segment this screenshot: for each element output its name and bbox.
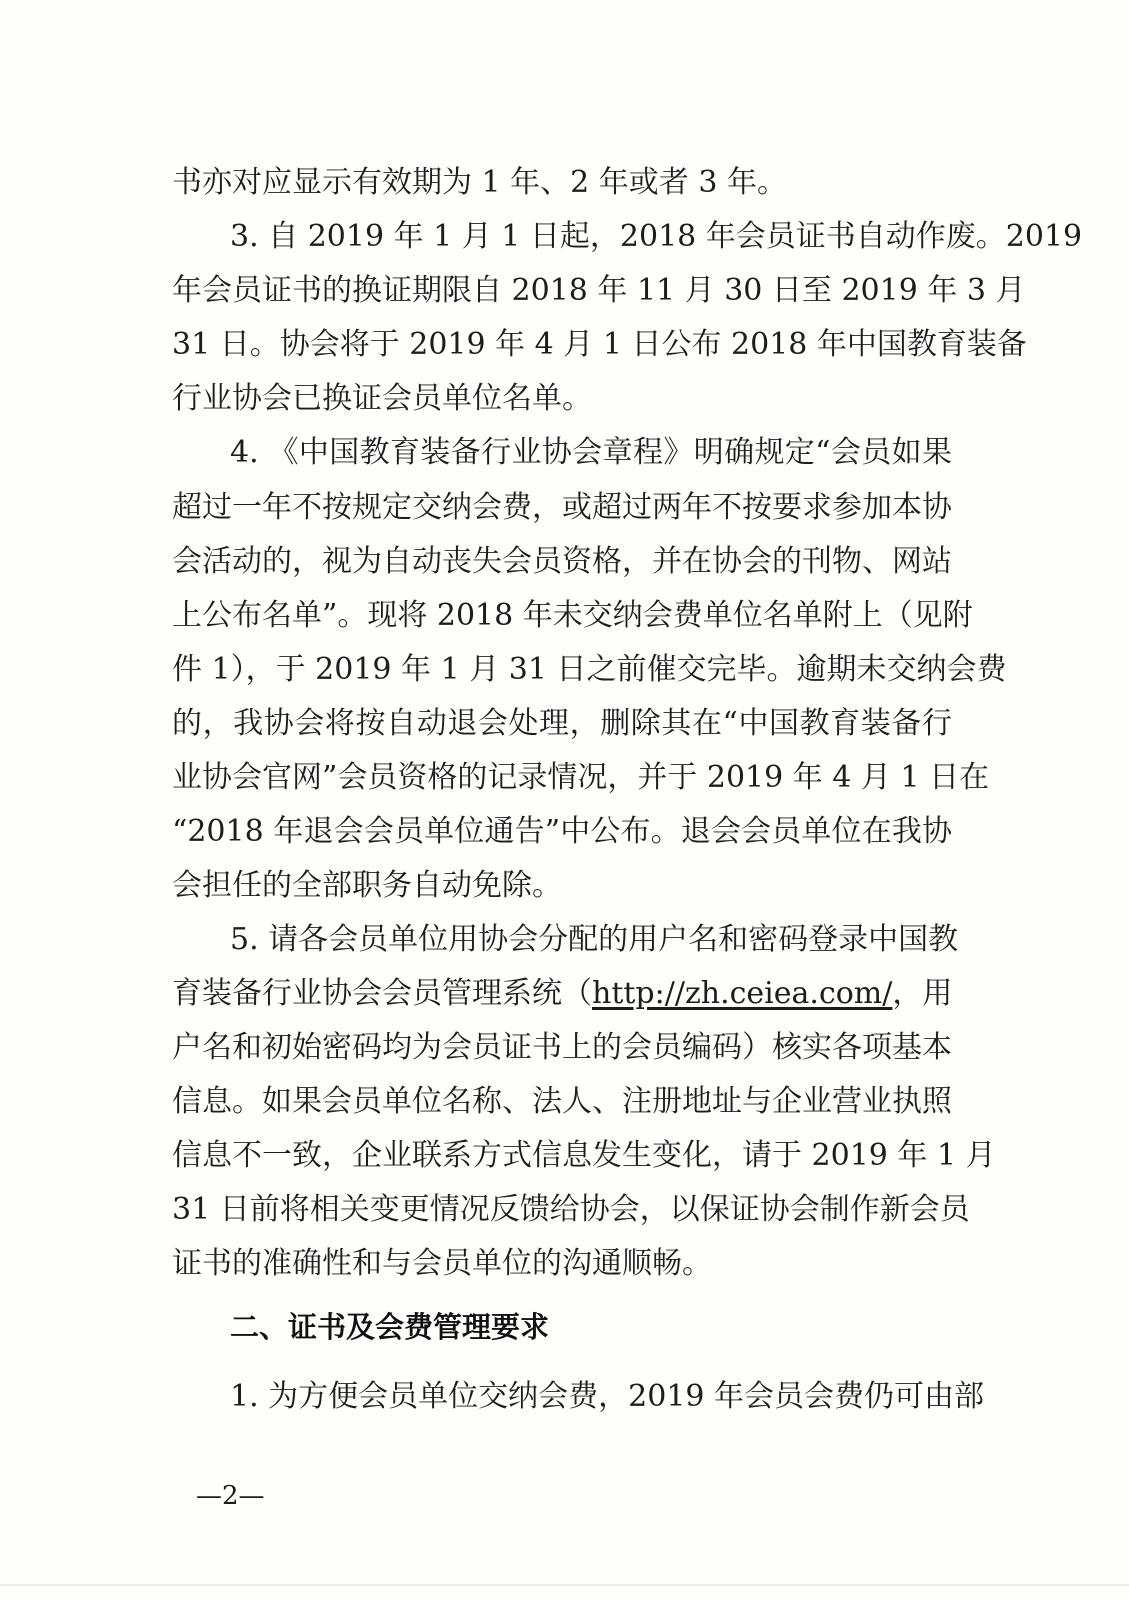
text-line: 年会员证书的换证期限自 2018 年 11 月 30 日至 2019 年 3 月 [172,273,1026,308]
text-line: 书亦对应显示有效期为 1 年、2 年或者 3 年。 [172,165,787,200]
text-line: 5. 请各会员单位用协会分配的用户名和密码登录中国教 [230,922,959,957]
text-line: 上公布名单”。现将 2018 年未交纳会费单位名单附上（见附 [172,598,973,633]
text-line: 户名和初始密码均为会员证书上的会员编码）核实各项基本 [172,1030,952,1065]
text-line: 31 日前将相关变更情况反馈给协会，以保证协会制作新会员 [172,1192,970,1227]
page-number: —2— [196,1481,265,1511]
text-line: 31 日。协会将于 2019 年 4 月 1 日公布 2018 年中国教育装备 [172,327,1027,362]
text-line: 会活动的，视为自动丧失会员资格，并在协会的刊物、网站 [172,544,952,579]
text-line: 3. 自 2019 年 1 月 1 日起，2018 年会员证书自动作废。2019 [230,219,1083,254]
text-fragment: 育装备行业协会会员管理系统（ [172,976,592,1011]
text-line: 业协会官网”会员资格的记录情况，并于 2019 年 4 月 1 日在 [172,760,990,795]
text-line: 的，我协会将按自动退会处理，删除其在“中国教育装备行 [172,706,952,741]
text-fragment: ，用 [892,976,953,1011]
scan-edge-divider [0,1584,1129,1586]
text-line: 信息。如果会员单位名称、法人、注册地址与企业营业执照 [172,1084,952,1119]
system-url-line [172,967,952,1021]
text-line: “2018 年退会会员单位通告”中公布。退会会员单位在我协 [172,814,952,849]
text-line: 证书的准确性和与会员单位的沟通顺畅。 [172,1246,712,1281]
text-line: 行业协会已换证会员单位名单。 [172,381,592,416]
section-heading: 二、证书及会费管理要求 [230,1310,550,1344]
text-line: 件 1），于 2019 年 1 月 31 日之前催交完毕。逾期未交纳会费 [172,652,1007,687]
text-line: 信息不一致，企业联系方式信息发生变化，请于 2019 年 1 月 [172,1138,996,1173]
text-line: 超过一年不按规定交纳会费，或超过两年不按要求参加本协 [172,490,952,525]
system-url-link[interactable]: http://zh.ceiea.com/ [592,976,893,1011]
text-line: 1. 为方便会员单位交纳会费，2019 年会员会费仍可由部 [230,1379,985,1414]
text-line: 会担任的全部职务自动免除。 [172,868,562,903]
text-line: 4. 《中国教育装备行业协会章程》明确规定“会员如果 [230,435,952,470]
